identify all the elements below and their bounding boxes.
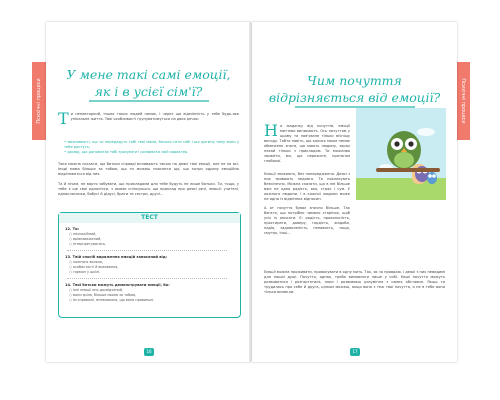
test-answer: ○ інтерпретуватись.: [69, 242, 107, 246]
test-answer: ○ неспокійний,: [69, 232, 97, 236]
test-answer: ○ особистості й виховання,: [69, 265, 119, 269]
bullet-1: • можливості, що ти передадуть тобі твої мама, батько-тато тобі і що дитину тому вони у тебе ростуть;: [64, 140, 239, 149]
section-tab-label: Психічні процеси: [460, 78, 466, 124]
test-question-12: 12. Ти:: [65, 227, 80, 231]
section-tab-right: [456, 62, 470, 140]
test-answer: ○ їхні емоції оно досвідчений,: [69, 288, 124, 292]
test-answer: ○ врівноважений,: [69, 237, 102, 241]
dropcap: Н: [264, 121, 278, 140]
right-intro: Н а жаданку від почуттів, емоції миттєво виникають. Ось почуттям у цьому та пов'язане тільки вічнішу вигоду. Тобто навіть, що колись може немає обмежень знати, що мають людину, зарах нехай тільки з прикладом. Ти можливо засвоїти, ми, що пережите, протягом глибокої.: [264, 121, 350, 163]
divider: [67, 278, 227, 279]
left-intro: Т и неповторний, інших таких людей немає, і через що відмінність у тебе будь-яке унікальне життя. Твої особливості групуватимуться на двох речах:: [58, 109, 239, 128]
section-tab-left: [32, 62, 46, 140]
page-number-left: 16: [144, 348, 154, 356]
left-paragraph-2: Таке можна сказати, що батьки справді впливають також на деякі твої емоції, але не на всі. Іноді мама більше за тобою, що ти можеш пояснити що, що котри одразу емоційно відрізняються від них.: [58, 162, 239, 176]
test-answer: ○ їм справжні, впевнилися, що вони правильні.: [69, 298, 155, 302]
test-answer: ○ гормон у шкілі.: [69, 270, 101, 274]
test-question-13: 13. Твій спосіб вираження емоцій записаний від:: [65, 255, 168, 259]
left-paragraph-3: Та й нічим, не варто забувати, що прикладами для тебе будуть не лише батьки. Ти, тощо, у тебе є ще свої однолітки, з якими спілкуєшся, що приклад про деякі речі, емоції: учителі, однокласники, бабусі й дідусі, брати та сестри, друзі...: [58, 182, 239, 196]
owl-family-illustration: [356, 108, 446, 200]
divider: [67, 250, 227, 251]
dropcap: Т: [58, 109, 69, 128]
test-question-14: 14. Твої батьки можуть демонструвати емоції, бо:: [65, 283, 170, 287]
title-underline: [89, 100, 209, 102]
right-page: [252, 22, 457, 362]
right-page-title: Чим почуття відрізняється від емоції?: [262, 72, 447, 108]
test-header: ТЕСТ: [59, 213, 240, 223]
bullet-2: • досвід, що допомагає тобі зрозуміти і розвивати свій характер.: [64, 150, 189, 154]
test-box: [58, 212, 241, 318]
right-paragraph-3: А от почуття буває значно більше. Так багато, що потрібно чимало сторінок, щоб усіх їх описати. Є: радість, прихильність, простирати, доверу, гордість, жадоба, надія, задоволеність, ненависть, тощо, смуток, інші...: [264, 206, 350, 235]
right-paragraph-4: Емоції можна проживати, провокувати в одну мить. Так, як за правдою. І деякі з них невидимі для нашої душі. Почуття, однак, треба вимовляти лише у собі. Наші почуття можуть розвиватися і розгортатися, поки і розвиваєш розуміння з самих обставин. Якщо ти трудилась про себе й друга, цілком можеш, якщо воно з теж твої почуття, а не в тебе вони тільки виникли.: [264, 270, 445, 294]
right-paragraph-2: Емоції зникають, без попередження. Деякі з них тривають недовго. Та покликують безкінечно. Можна сказати, що в неї більше вже не одна радість, яка, страх і сум. У кожного людини, і в кожної людини може не одна із відмінних відносин.: [264, 172, 350, 201]
book-fold: [249, 22, 251, 362]
test-answer: ○ кожного вольно,: [69, 260, 104, 264]
page-number-right: 17: [350, 348, 360, 356]
section-tab-label: Психічні процеси: [36, 78, 42, 124]
left-page-title: У мене такі самі емоції, як і в усієї сім'ї?: [56, 66, 241, 102]
left-page: [46, 22, 251, 362]
test-answer: ○ вони зріла, більше своєю за тобою,: [69, 293, 137, 297]
